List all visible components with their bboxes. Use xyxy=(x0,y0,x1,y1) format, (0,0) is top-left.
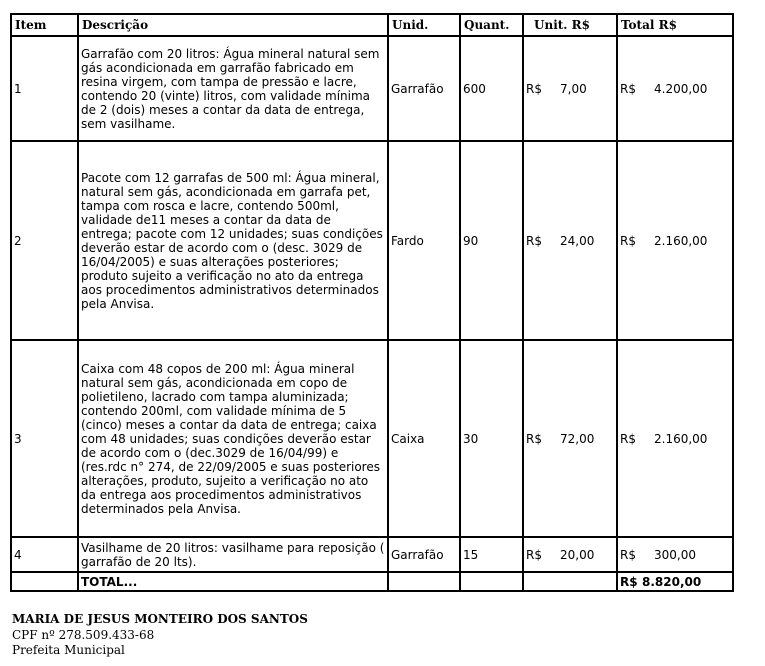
total-value: 2.160,00 xyxy=(654,431,708,446)
cell-total xyxy=(617,340,733,537)
header-descricao: Descrição xyxy=(78,14,388,36)
cell-empty xyxy=(460,572,523,591)
cell-empty xyxy=(388,572,460,591)
header-item: Item xyxy=(11,14,78,36)
grand-total-value: 8.820,00 xyxy=(642,574,702,589)
cell-total xyxy=(617,141,733,340)
currency-label: R$ xyxy=(526,233,542,248)
total-label: TOTAL... xyxy=(78,572,388,591)
grand-total xyxy=(617,572,733,591)
currency-label: R$ xyxy=(526,431,542,446)
currency-label: R$ xyxy=(620,81,636,96)
quant-value: 600 xyxy=(463,81,486,96)
table-row xyxy=(11,141,733,340)
cell-descricao: Vasilhame de 20 litros: vasilhame para reposição ( garrafão de 20 lts). xyxy=(78,537,388,572)
cell-descricao: Garrafão com 20 litros: Água mineral natural sem gás acondicionada em garrafão fabricado em resina virgem, com tampa de pressão e lacre, contendo 20 (vinte) litros, com validade mínima de 2 (dois) meses a contar da data de entrega, sem vasilhame. xyxy=(78,36,388,141)
cell-unit xyxy=(523,537,617,572)
unit-value: 7,00 xyxy=(560,81,587,96)
currency-label: R$ xyxy=(620,547,636,562)
cell-quant xyxy=(460,340,523,537)
currency-label: R$ xyxy=(526,547,542,562)
signatory-cpf: CPF nº 278.509.433-68 xyxy=(12,627,155,642)
currency-label: R$ xyxy=(620,233,636,248)
cell-total xyxy=(617,36,733,141)
signatory-name: MARIA DE JESUS MONTEIRO DOS SANTOS xyxy=(12,612,308,626)
cell-item: 3 xyxy=(11,340,78,537)
cell-quant xyxy=(460,537,523,572)
header-unid: Unid. xyxy=(388,14,460,36)
total-value: 4.200,00 xyxy=(654,81,708,96)
cell-total xyxy=(617,537,733,572)
table-header-row xyxy=(11,14,733,36)
cell-quant xyxy=(460,141,523,340)
header-quant: Quant. xyxy=(460,14,523,36)
currency-label: R$ xyxy=(620,574,638,589)
total-value: 2.160,00 xyxy=(654,233,708,248)
cell-unit xyxy=(523,340,617,537)
unit-value: 20,00 xyxy=(560,547,595,562)
cell-descricao: Pacote com 12 garrafas de 500 ml: Água mineral, natural sem gás, acondicionada em garrafa pet, tampa com rosca e lacre, contendo 500ml, validade de11 meses a contar da data de entrega; pacote com 12 unidades; suas condições deverão estar de acordo com o (desc. 3029 de 16/04/2005) e suas alterações posteriores; produto sujeito a verificação no ato da entrega aos procedimentos administrativos determinados pela Anvisa. xyxy=(78,141,388,340)
unit-value: 72,00 xyxy=(560,431,595,446)
quant-value: 90 xyxy=(463,233,479,248)
table-row xyxy=(11,537,733,572)
currency-label: R$ xyxy=(526,81,542,96)
cell-unid: Garrafão xyxy=(388,36,460,141)
cell-unid: Caixa xyxy=(388,340,460,537)
cell-empty xyxy=(523,572,617,591)
header-total: Total R$ xyxy=(617,14,733,36)
items-table xyxy=(10,13,734,592)
signatory-org: Prefeita Municipal xyxy=(12,643,125,657)
cell-unit xyxy=(523,36,617,141)
signature-block xyxy=(12,612,308,659)
total-row xyxy=(11,572,733,591)
unit-value: 24,00 xyxy=(560,233,595,248)
cell-unit xyxy=(523,141,617,340)
table-row xyxy=(11,340,733,537)
quant-value: 15 xyxy=(463,547,479,562)
cell-quant xyxy=(460,36,523,141)
currency-label: R$ xyxy=(620,431,636,446)
cell-item: 4 xyxy=(11,537,78,572)
cell-descricao: Caixa com 48 copos de 200 ml: Água mineral natural sem gás, acondicionada em copo de polietileno, lacrado com tampa aluminizada; contendo 200ml, com validade mínima de 5 (cinco) meses a contar da data de entrega; caixa com 48 unidades; suas condições deverão estar de acordo com o (dec.3029 de 16/04/99) e (res.rdc n° 274, de 22/09/2005 e suas posteriores alterações, produto, sujeito a verificação no ato da entrega aos procedimentos administrativos determinados pela Anvisa. xyxy=(78,340,388,537)
cell-item: 1 xyxy=(11,36,78,141)
cell-empty xyxy=(11,572,78,591)
quant-value: 30 xyxy=(463,431,479,446)
table-row xyxy=(11,36,733,141)
cell-unid: Garrafão xyxy=(388,537,460,572)
total-value: 300,00 xyxy=(654,547,696,562)
cell-unid: Fardo xyxy=(388,141,460,340)
cell-item: 2 xyxy=(11,141,78,340)
header-unit: Unit. R$ xyxy=(523,14,617,36)
